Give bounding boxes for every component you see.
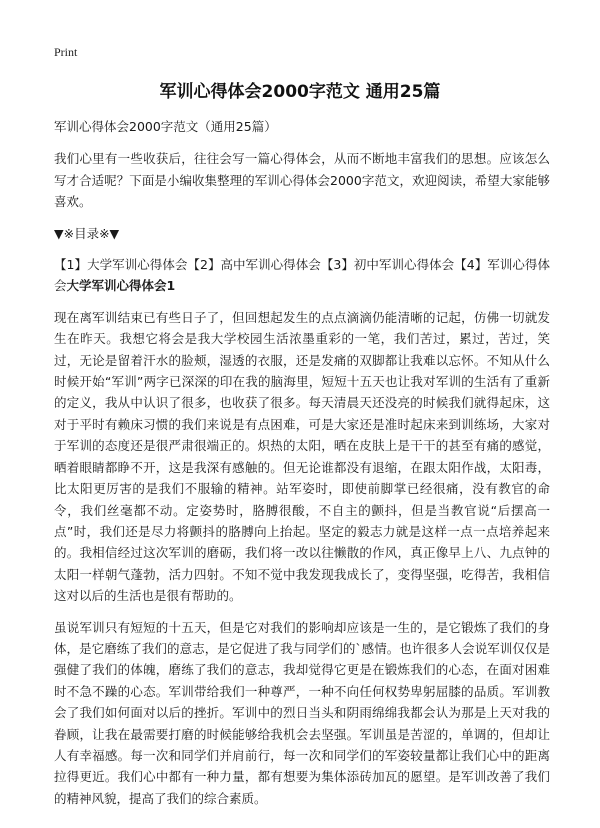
section-heading: 大学军训心得体会1	[66, 278, 176, 294]
body-paragraph-1: 现在离军训结束已有些日子了，但回想起发生的点点滴滴仍能清晰的记起，仿佛一切就发生在昨天。我想它将会是我大学校园生活浓墨重彩的一笔，我们苦过，累过，苦过，笑过，无论是留着汗水的脸颊，湿透的衣服，还是发痛的双脚都让我难以忘怀。不知从什么时候开始“军训”两字已深深的印在我的脑海里，短短十五天也让我对军训的生活有了重新的定义，我从中认识了很多，也收获了很多。每天清晨天还没亮的时候我们就得起床，这对于平时有赖床习惯的我们来说是有点困难，可是大家还是准时起床来到训练场，大家对于军训的态度还是很严肃很端正的。炽热的太阳，晒在皮肤上是干干的甚至有痛的感觉，晒着眼睛都睁不开，这是我深有感触的。但无论谁都没有退缩，在跟太阳作战，太阳毒，比太阳更厉害的是我们不服输的精神。站军姿时，即使前脚掌已经很痛，没有教官的命令，我们丝毫都不动。定姿势时，胳膊很酸，不自主的颤抖，但是当教官说“后摆高一点”时，我们还是尽力将颤抖的胳膊向上抬起。坚定的毅志力就是这样一点一点培养起来的。我相信经过这次军训的磨砺，我们将一改以往懒散的作风，真正像早上八、九点钟的太阳一样朝气蓬勃，活力四射。不知不觉中我发现我成长了，变得坚强，吃得苦，我相信这对以后的生活也是很有帮助的。	[54, 309, 550, 604]
table-of-contents	[54, 254, 550, 297]
document-body	[54, 116, 550, 819]
toc-link-2[interactable]: 【2】高中军训心得体会	[187, 257, 321, 273]
toc-heading: ▼※目录※▼	[54, 225, 120, 241]
document-subtitle: 军训心得体会2000字范文（通用25篇）	[54, 119, 277, 134]
toc-link-4[interactable]: 【4】军训心得体会	[54, 257, 550, 294]
print-link[interactable]: Print	[54, 45, 78, 59]
intro-paragraph: 我们心里有一些收获后，往往会写一篇心得体会，从而不断地丰富我们的思想。应该怎么写才合适呢？下面是小编收集整理的军训心得体会2000字范文，欢迎阅读，希望大家能够喜欢。	[54, 151, 550, 210]
toc-link-3[interactable]: 【3】初中军训心得体会	[320, 257, 455, 273]
body-paragraph-2: 虽说军训只有短短的十五天，但是它对我们的影响却应该是一生的，是它锻炼了我们的身体，是它磨练了我们的意志，是它促进了我与同学们的`感情。也许很多人会说军训仅仅是强健了我们的体魄，磨练了我们的意志，我却觉得它更是在锻炼我们的心态，在面对困难时不急不躁的心态。军训带给我们一种尊严，一种不向任何权势卑躬屈膝的品质。军训教会了我们如何面对以后的挫折。军训中的烈日当头和阴雨绵绵我都会认为那是上天对我的眷顾，让我在最需要打磨的时候能够给我机会去坚强。军训虽是苦涩的，单调的，但却让人有幸福感。每一次和同学们并肩前行，每一次和同学们的军姿较量都让我们心中的距离拉得更近。我们心中都有一种力量，都有想要为集体添砖加瓦的愿望。是军训改善了我们的精神风貌，提高了我们的综合素质。	[54, 619, 550, 806]
document-title: 军训心得体会2000字范文 通用25篇	[159, 82, 441, 102]
toc-link-1[interactable]: 【1】大学军训心得体会	[54, 257, 188, 273]
